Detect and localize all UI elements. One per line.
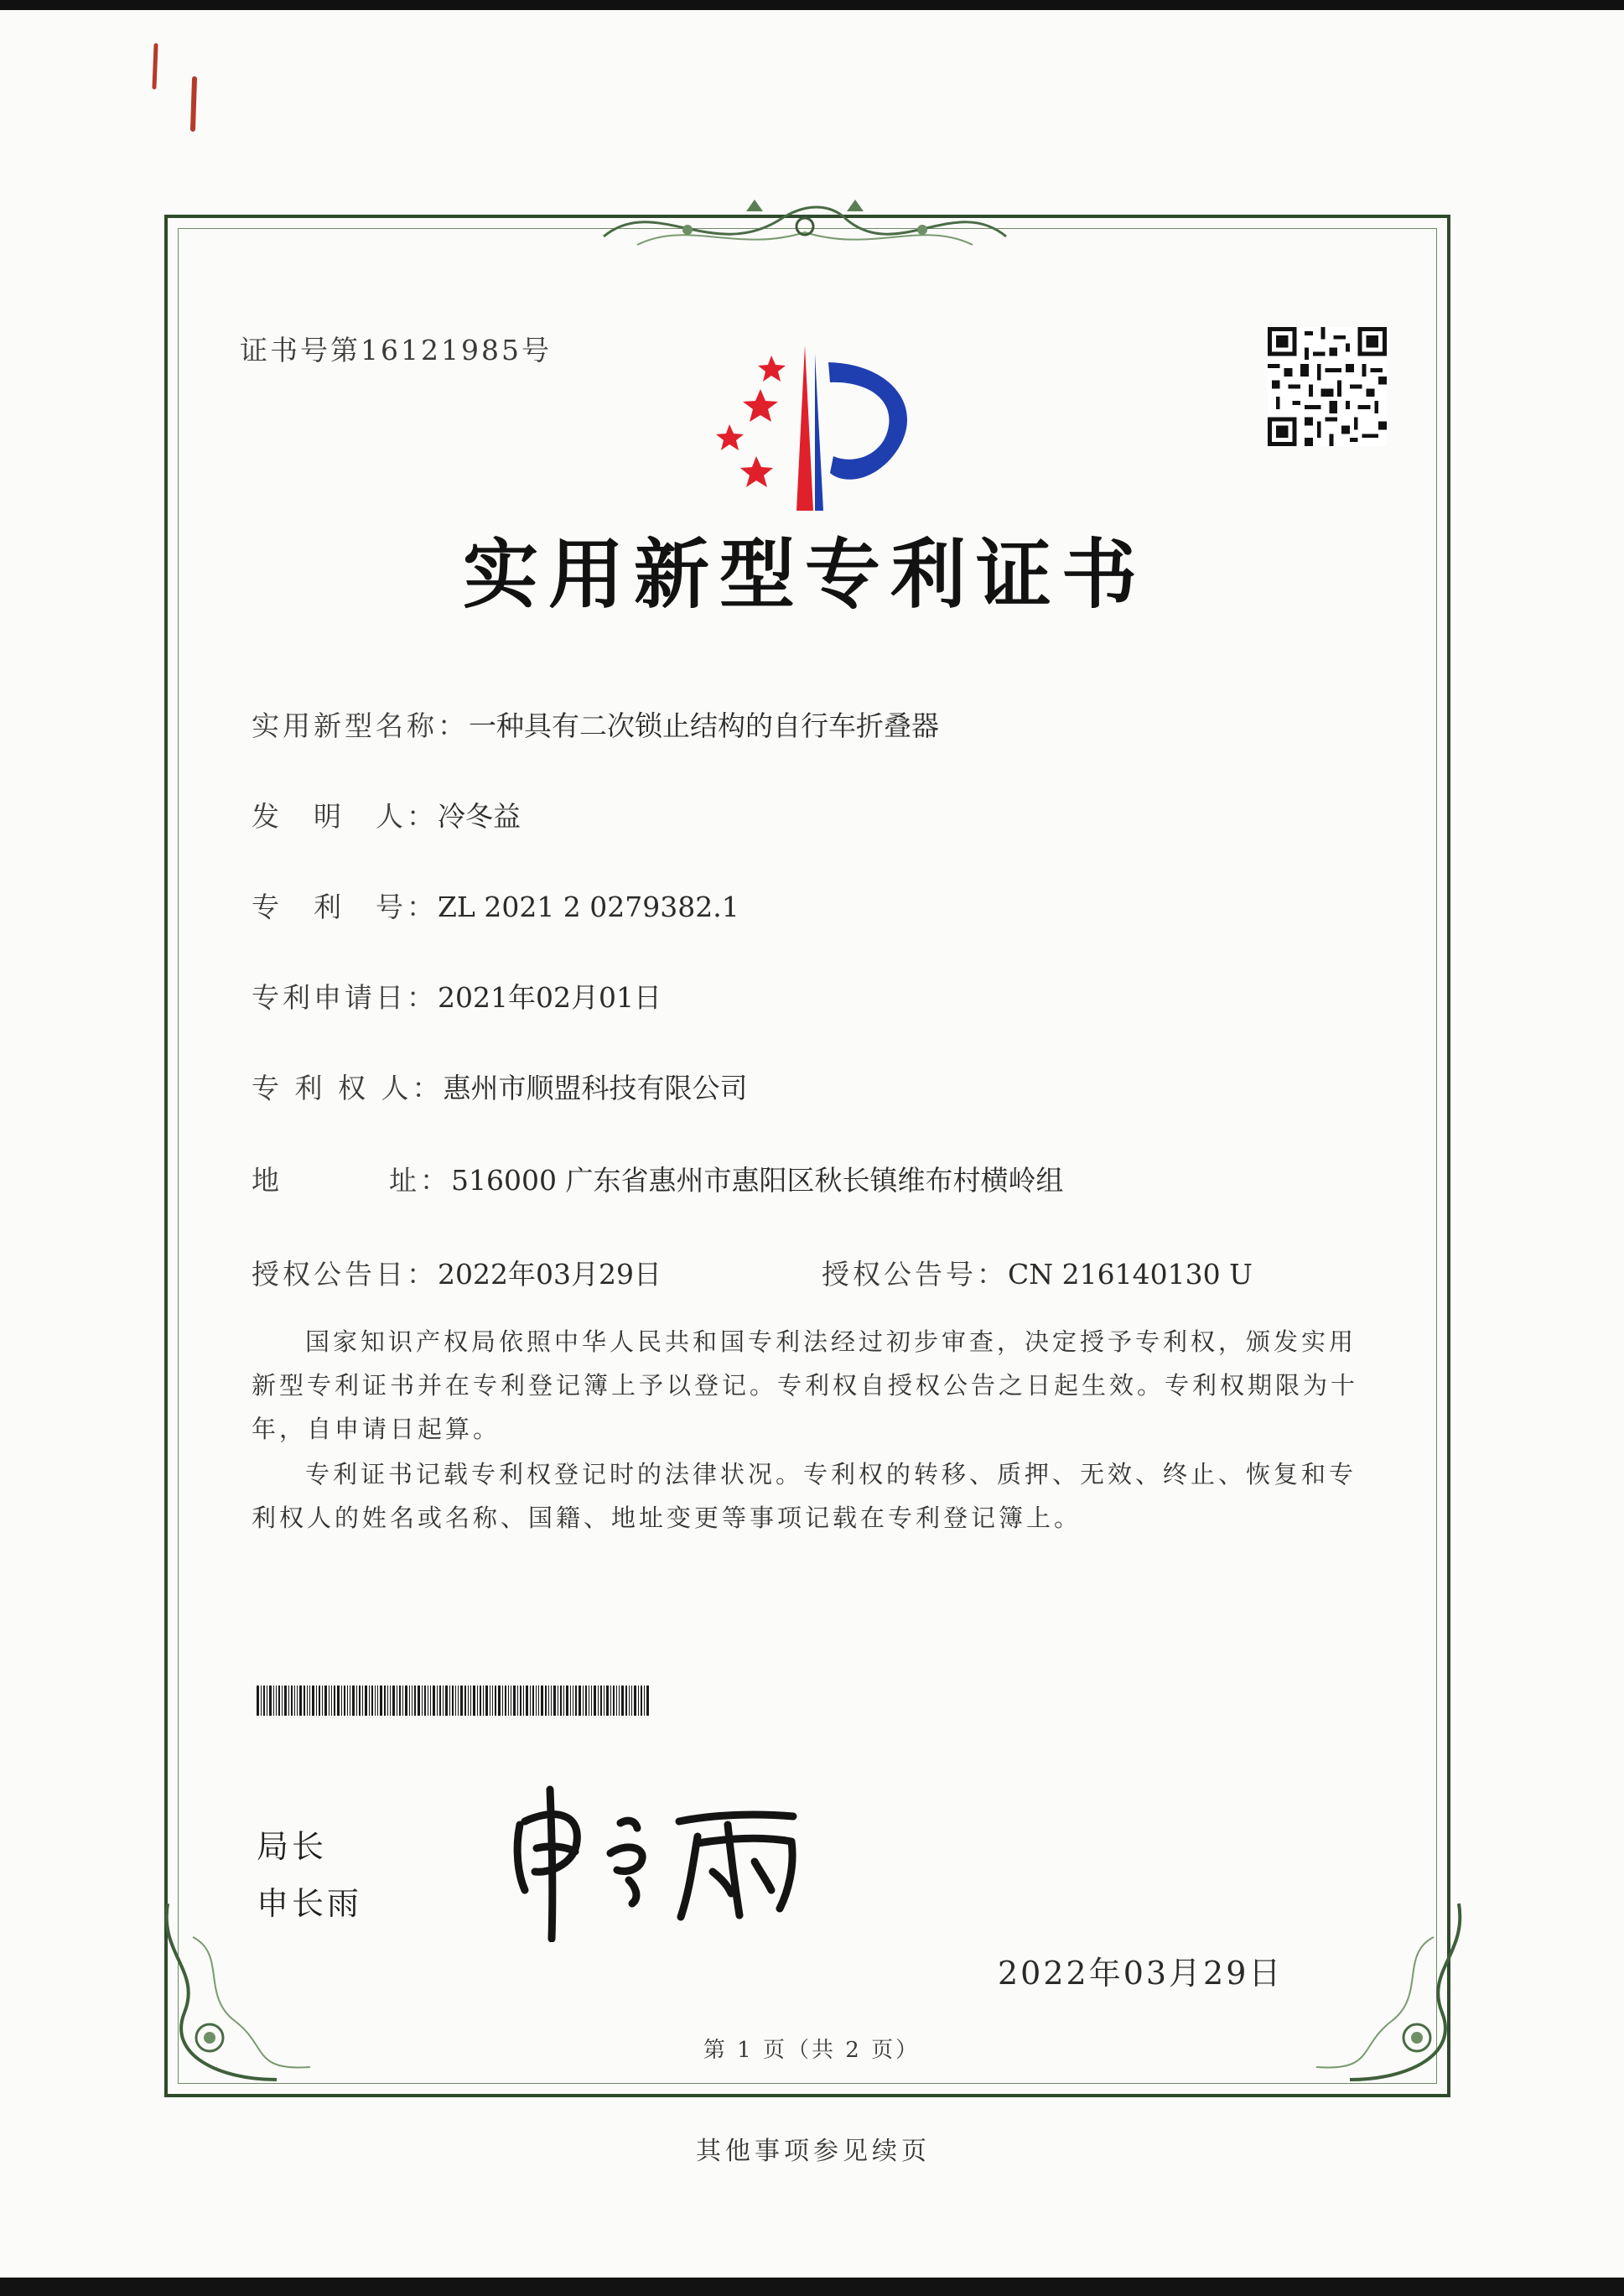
continued-note: 其他事项参见续页 bbox=[696, 2137, 931, 2166]
scan-edge-bottom bbox=[0, 2278, 1624, 2296]
field-grant-date bbox=[252, 1253, 662, 1292]
certificate-title: 实用新型专利证书 bbox=[463, 530, 1147, 619]
field-label: 专 利 权 人： bbox=[252, 1072, 444, 1104]
red-pen-marks bbox=[148, 37, 206, 138]
director-block bbox=[257, 1818, 362, 1932]
top-ornament bbox=[587, 186, 1023, 270]
field-value: 2022年03月29日 bbox=[438, 1258, 662, 1291]
field-value: ZL 2021 2 0279382.1 bbox=[438, 891, 739, 923]
field-patent-number bbox=[252, 886, 739, 925]
patent-emblem-icon bbox=[698, 339, 924, 515]
field-value: 516000 广东省惠州市惠阳区秋长镇维布村横岭组 bbox=[451, 1164, 1064, 1197]
issue-date: 2022年03月29日 bbox=[998, 1955, 1284, 1992]
field-value: 2021年02月01日 bbox=[438, 981, 662, 1014]
certificate-number: 证书号第16121985号 bbox=[240, 334, 552, 366]
bottom-right-ornament bbox=[1291, 1887, 1476, 2105]
signature bbox=[503, 1774, 822, 1942]
field-label: 授权公告号： bbox=[822, 1258, 1008, 1291]
field-label: 专利申请日： bbox=[252, 981, 438, 1014]
field-value: 一种具有二次锁止结构的自行车折叠器 bbox=[469, 709, 939, 742]
field-grant-number bbox=[822, 1253, 1253, 1292]
field-label: 授权公告日： bbox=[252, 1258, 438, 1291]
field-label: 地 bbox=[252, 1164, 283, 1197]
page-indicator: 第 1 页（共 2 页） bbox=[703, 2038, 921, 2063]
field-address bbox=[252, 1159, 1063, 1198]
field-utility-model-name bbox=[252, 704, 939, 744]
legal-paragraph-2: 专利证书记载专利权登记时的法律状况。专利权的转移、质押、无效、终止、恢复和专利权人的姓名或名称、国籍、地址变更等事项记载在专利登记簿上。 bbox=[252, 1460, 1357, 1532]
director-title: 局长 bbox=[257, 1828, 328, 1865]
field-label: 发 明 人： bbox=[252, 800, 438, 833]
legal-paragraph-1: 国家知识产权局依照中华人民共和国专利法经过初步审查，决定授予专利权，颁发实用新型专利证书并在专利登记簿上予以登记。专利权自授权公告之日起生效。专利权期限为十年，自申请日起算。 bbox=[252, 1327, 1359, 1443]
field-value: CN 216140130 U bbox=[1008, 1258, 1253, 1291]
barcode bbox=[257, 1686, 649, 1716]
field-value: 冷冬益 bbox=[438, 800, 521, 833]
director-name: 申长雨 bbox=[257, 1885, 363, 1922]
field-filing-date bbox=[252, 976, 662, 1016]
scan-edge-top bbox=[0, 0, 1624, 10]
field-inventor bbox=[252, 795, 521, 834]
field-label: 专 利 号： bbox=[252, 891, 438, 923]
field-value: 惠州市顺盟科技有限公司 bbox=[443, 1072, 748, 1104]
field-label: 实用新型名称： bbox=[252, 709, 469, 742]
qr-code[interactable] bbox=[1268, 327, 1387, 446]
field-label: 址： bbox=[389, 1164, 451, 1197]
field-patentee bbox=[252, 1067, 747, 1106]
